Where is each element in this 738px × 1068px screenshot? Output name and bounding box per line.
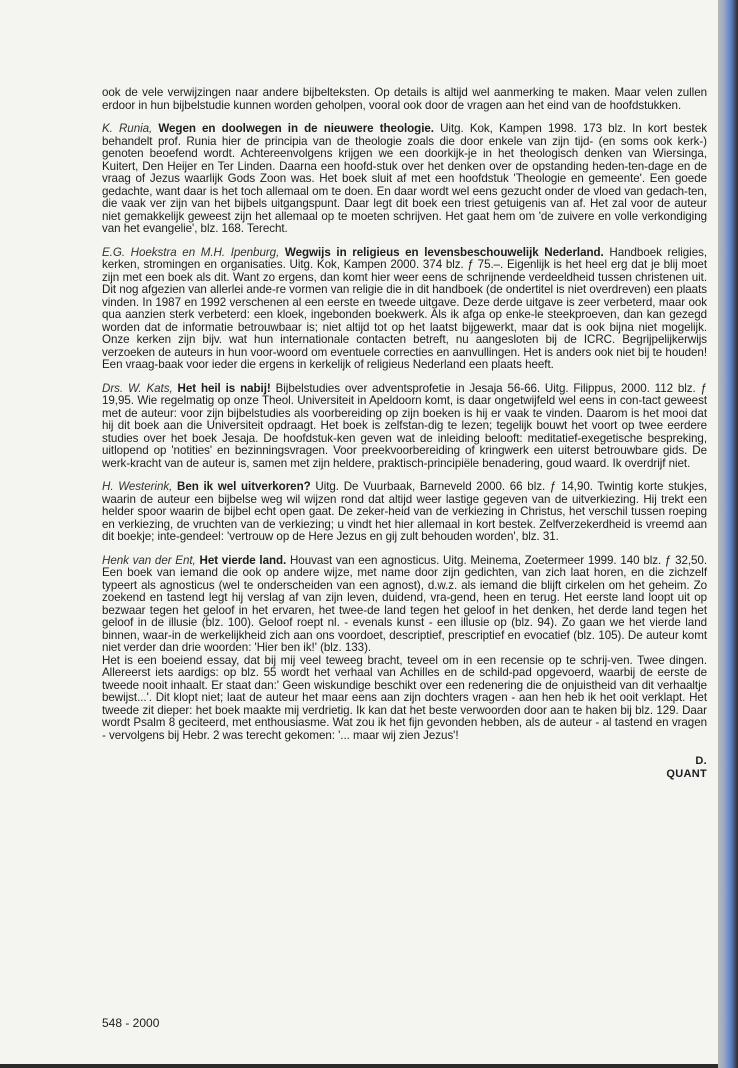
review-hoekstra [102, 247, 707, 372]
review-kats [102, 383, 707, 471]
review-body: Uitg. Kok, Kampen 1998. 173 blz. In kort bestek behandelt prof. Runia hier de principia van de theologie zoals die door enkele van zijn tijd- (en soms ook kerk-) genoten beoefend wordt. Achtereenvolgens krijgen we een doorkijk-je in het theologisch denken van Wiersinga, Kuitert, Den Heijer en Ter Linden. Daarna een hoofd-stuk over het denken over de opstanding heden-ten-dage en de vraag of Jezus waarlijk Gods Zoon was. Het boek sluit af met een hoofdstuk 'Theologie en gemeente'. Een goede gedachte, want daar is het toch allemaal om te doen. En daar wordt wel eens gezucht onder de vloed van gedach-ten, die vaak ver zijn van het bijbels uitgangspunt. Daar legt dit boek een triest getuigenis van af. Het zal voor de auteur niet gemakkelijk geweest zijn het allemaal op te moeten schrijven. Het gaat hem om 'de zuivere en volle verkondiging van het evangelie', blz. 168. Terecht. [102, 122, 707, 235]
review-body: Bijbelstudies over adventsprofetie in Jesaja 56-66. Uitg. Filippus, 2000. 112 blz. ƒ 19,95. Wie regelmatig op onze Theol. Universiteit in Apeldoorn komt, is daar ongetwijfeld wel eens in con-tact geweest met de auteur: voor zijn bijbelstudies als voorbereiding op zijn boeken is hij er vaak te vinden. Daarom is het mooi dat hij dit boek aan die Universiteit opdraagt. Het boek is zelfstan-dig te lezen; tegelijk bouwt het voort op twee eerdere studies over het boek Jesaja. De hoofdstuk-ken geven wat de inleiding belooft: meditatief-exegetische bespreking, uitlopend op 'notities' en bezinningsvragen. Voor preekvoorbereiding of kringwerk een uiterst betrouwbare gids. De werk-kracht van de auteur is, samen met zijn heldere, praktisch-principiële benadering, goud waard. Ik overdrijf niet. [102, 381, 708, 470]
review-body: Uitg. De Vuurbaak, Barneveld 2000. 66 blz. ƒ 14,90. Twintig korte stukjes, waarin de auteur een bijbelse weg wil wijzen rond dat altijd weer lastige gegeven van de uitverkiezing. Hij trekt een helder spoor waarin de bijbel echt open gaat. De zeker-heid van de verkiezing in Christus, het verschil tussen roeping en verkiezing, de vruchten van de verkiezing; u vindt het hier allemaal in kort bestek. Zelfverzekerdheid is vreemd aan dit boekje; inte-gendeel: 'vertrouw op de Here Jezus en gij zult behouden worden', blz. 31. [102, 480, 708, 543]
review-van-der-ent [102, 555, 707, 655]
review-author: Henk van der Ent, [102, 553, 196, 567]
review-body: Handboek religies, kerken, stromingen en organisaties. Uitg. Kok, Kampen 2000. 374 blz. ƒ 75.–. Eigenlijk is het heel erg dat je blij moet zijn met een boek als dit. Want zo ergens, dan komt hier weer eens de schrijnende verdeeldheid tussen christenen uit. Dit nog afgezien van allerlei ande-re vormen van religie die in dit handboek (de ondertitel is niet overdreven) een plaats vinden. In 1987 en 1992 verschenen al een eerste en tweede uitgave. Deze derde uitgave is zeer verbeterd, maar ook qua aanzien sterk verbeterd: een kloek, ingebonden boekwerk. Als ik afga op enke-le steekproeven, dan kan gezegd worden dat de informatie betrouwbaar is; niet altijd tot op het laatst bijgewerkt, maar dat is ook bijna niet mogelijk. Onze kerken zijn bijv. wat hun internationale contacten betreft, nu aangesloten bij de ICRC. Begrijpelijkerwijs verzoeken de auteurs in hun voor-woord om eventuele correcties en aanvullingen. Het is anders ook niet bij te houden! Een vraag-baak voor ieder die ergens in kerkelijk of religieus Nederland een plaats heeft. [102, 245, 708, 371]
review-column [102, 86, 708, 780]
review-author: H. Westerink, [102, 480, 173, 493]
reviewer-signature: D. QUANT [666, 755, 707, 780]
review-van-der-ent-continued [102, 655, 707, 743]
review-runia [102, 123, 707, 236]
review-westerink [102, 481, 707, 544]
review-author: E.G. Hoekstra en M.H. Ipenburg, [102, 245, 280, 259]
page-number: 548 - 2000 [102, 1016, 160, 1030]
review-title: Het heil is nabij! [177, 381, 271, 395]
review-title: Wegwijs in religieus en levensbeschouwelijk Nederland. [284, 245, 604, 259]
review-title: Wegen en doolwegen in de nieuwere theologie. [158, 122, 434, 135]
review-title: Ben ik wel uitverkoren? [177, 480, 311, 493]
page-edge [718, 0, 738, 1068]
review-title: Het vierde land. [199, 553, 287, 567]
review-body: Het is een boeiend essay, dat bij mij veel teweeg bracht, teveel om in een recensie op te schrij-ven. Twee dingen. Allereerst iets aardigs: op blz. 55 wordt het verhaal van Achilles en de schild-pad opgevoerd, waarbij de eerste de tweede nooit inhaalt. Er staat dan:' Geen wiskundige beschikt over een redenering die de onjuistheid van dit verhaaltje bewijst...'. Dit klopt niet; laat de auteur het maar eens aan zijn dochters vragen - aan hen heb ik het ooit verklapt. Het tweede zit dieper: het boek maakte mij verdrietig. Ik kan dat het beste verwoorden door aan te haken bij blz. 129. Daar wordt Psalm 8 geciteerd, met enthousiasme. Wat zou ik het fijn gevonden hebben, als de auteur - al tastend en vragen - vervolgens bij Hebr. 2 was terecht gekomen: '... maar wij zien Jezus'! [102, 653, 707, 742]
review-body: ook de vele verwijzingen naar andere bijbelteksten. Op details is altijd wel aanmerking te maken. Maar velen zullen erdoor in hun bijbelstudie kunnen worden geholpen, vooral ook door de vragen aan het eind van de hoofdstukken. [102, 86, 707, 112]
review-body: Houvast van een agnosticus. Uitg. Meinema, Zoetermeer 1999. 140 blz. ƒ 32,50. Een boek van iemand die ook op andere wijze, met name door zijn gedichten, van zich laat horen, en die zichzelf typeert als agnosticus (wel te onderscheiden van een agnost), d.w.z. als iemand die blijft cirkelen om het geheim. Zo zoekend en tastend legt hij verslag af van zijn leven, duidend, vra-gend, heen en terug. Het eerste land loopt uit op bezwaar tegen het geloof in het ervaren, het twee-de land tegen het geloof in het denken, het derde land tegen het geloof in de illusie (blz. 100). Geloof roept nl. - evenals kunst - een illusie op (blz. 94). Zo gaan we het vierde land binnen, waar-in de werkelijkheid zich aan ons voordoet, descriptief, prescriptief en evocatief (blz. 105). De auteur komt niet verder dan drie woorden: 'Hier ben ik!' (blz. 133). [102, 553, 708, 654]
review-author: K. Runia, [102, 122, 153, 135]
review-paragraph-continuation [102, 87, 707, 112]
page-bottom-shadow [0, 1064, 718, 1068]
review-author: Drs. W. Kats, [102, 381, 173, 395]
signature-row [102, 753, 707, 780]
